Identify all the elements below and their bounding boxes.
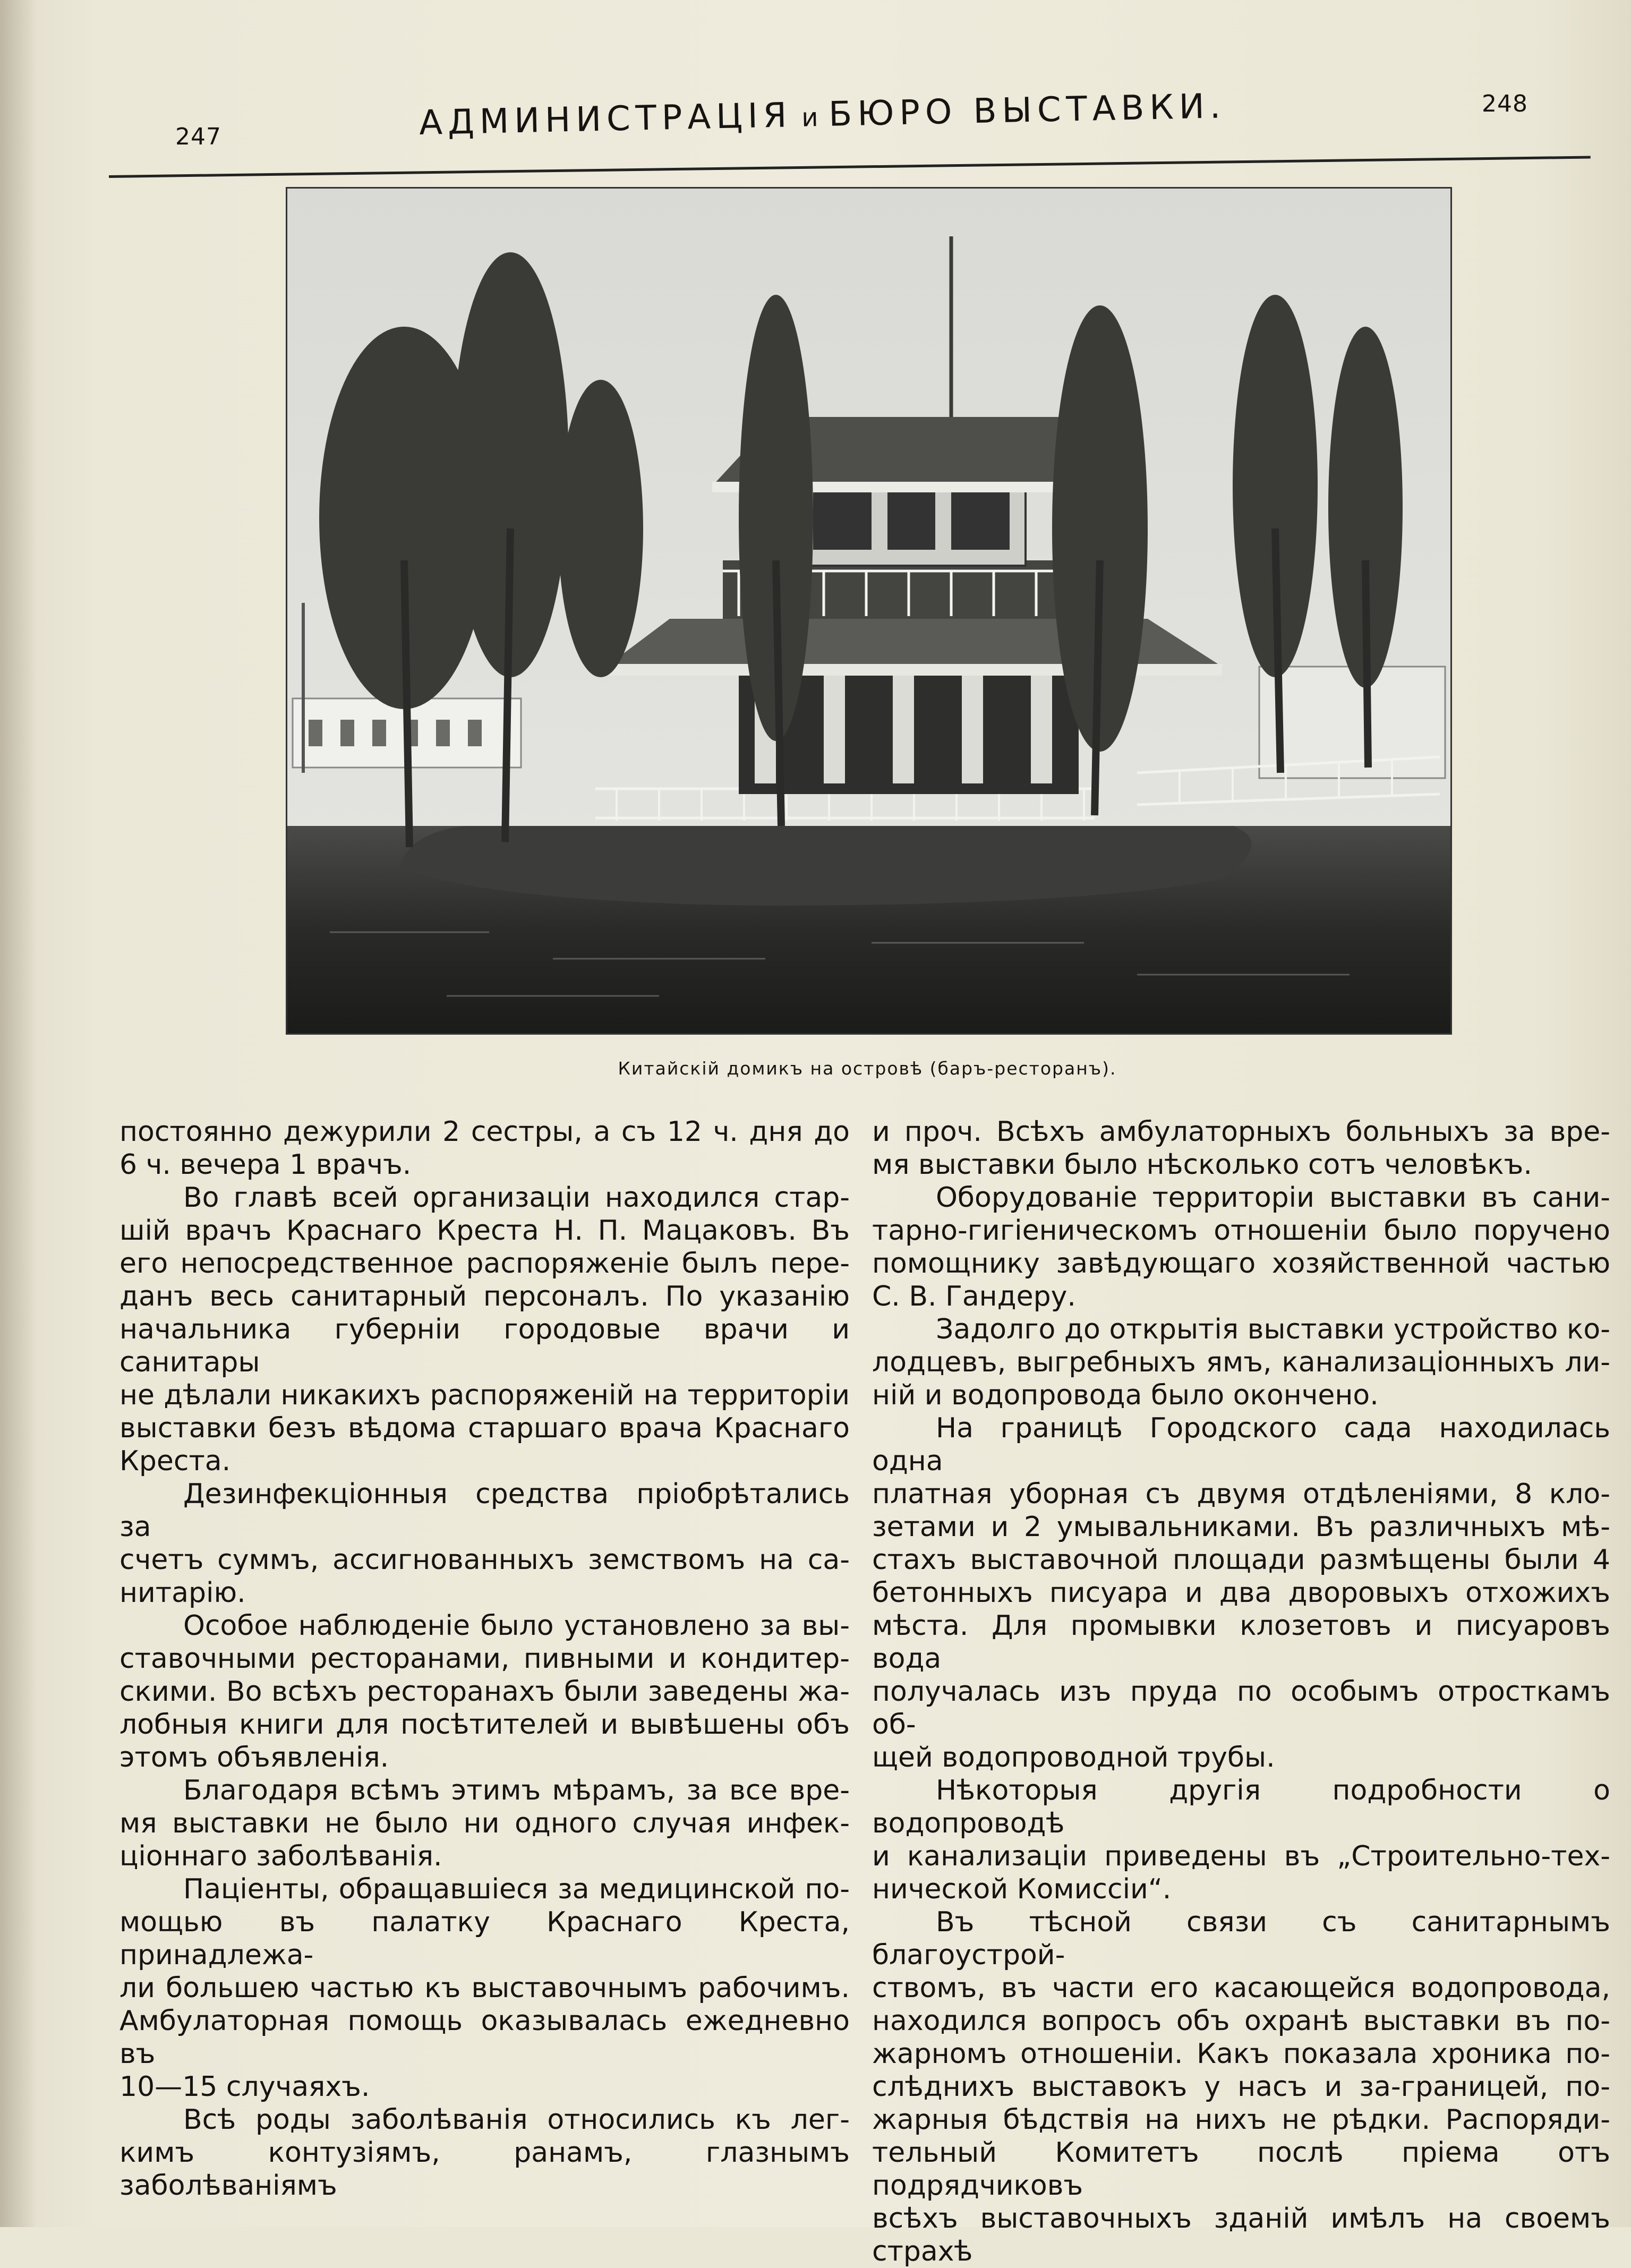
text-line: Амбулаторная помощь оказывалась ежедневно въ — [119, 2005, 850, 2070]
page-number-left: 247 — [175, 123, 221, 150]
text-column-left — [119, 1115, 850, 2202]
text-line: нической Комиссiи“. — [872, 1873, 1172, 1905]
text-line: лодцевъ, выгребныхъ ямъ, канализацiонныхъ ли- — [872, 1346, 1610, 1378]
running-head-part2: БЮРО ВЫСТАВКИ. — [828, 87, 1226, 134]
text-line: начальника губернiи городовые врачи и санитары — [119, 1314, 850, 1378]
text-line: бетонныхъ писуара и два дворовыхъ отхожихъ — [872, 1577, 1610, 1609]
text-line: платная уборная съ двумя отдѣленiями, 8 кло- — [872, 1478, 1610, 1510]
text-line: кимъ контузiямъ, ранамъ, глазнымъ заболѣванiямъ — [119, 2137, 850, 2202]
text-line: ставочными ресторанами, пивными и кондитер- — [119, 1643, 850, 1675]
text-line: выставки безъ вѣдома старшаго врача Краснаго — [119, 1412, 850, 1444]
pavilion-illustration — [287, 189, 1450, 1033]
text-line: нитарiю. — [119, 1577, 246, 1609]
text-line: находился вопросъ объ охранѣ выставки въ по- — [872, 2005, 1610, 2037]
text-line: 10—15 случаяхъ. — [119, 2071, 370, 2103]
text-line: скими. Во всѣхъ ресторанахъ были заведены жа- — [119, 1676, 850, 1708]
text-column-right — [872, 1115, 1610, 2268]
photo-chinese-pavilion — [286, 187, 1452, 1035]
text-line: Дезинфекцiонныя средства прiобрѣтались за — [119, 1478, 850, 1543]
text-line: Креста. — [119, 1445, 231, 1477]
text-line: стахъ выставочной площади размѣщены были 4 — [872, 1544, 1610, 1576]
text-line: Нѣкоторыя другiя подробности о водопроводѣ — [872, 1775, 1610, 1839]
text-line: Особое наблюденiе было установлено за вы- — [183, 1610, 850, 1642]
text-line: мощью въ палатку Краснаго Креста, принадлежа- — [119, 1906, 850, 1971]
text-line: всѣхъ выставочныхъ зданiй имѣлъ на своемъ страхѣ — [872, 2203, 1610, 2267]
text-line: и канализацiи приведены въ „Строительно-тех- — [872, 1840, 1610, 1872]
text-line: зетами и 2 умывальниками. Въ различныхъ мѣ- — [872, 1511, 1610, 1543]
text-line: шiй врачъ Краснаго Креста Н. П. Мацаковъ. Въ — [119, 1215, 850, 1247]
text-line: этомъ объявленiя. — [119, 1742, 389, 1774]
text-line: мя выставки не было ни одного случая инфек- — [119, 1807, 850, 1839]
text-line: лобныя книги для посѣтителей и вывѣшены объ — [119, 1709, 850, 1741]
text-line: тельный Комитетъ послѣ прiема отъ подрядчиковъ — [872, 2137, 1610, 2202]
text-line: его непосредственное распоряженiе былъ пере- — [119, 1248, 850, 1280]
text-line: получалась изъ пруда по особымъ отросткамъ об- — [872, 1676, 1610, 1741]
text-line: постоянно дежурили 2 сестры, а съ 12 ч. дня до — [119, 1116, 850, 1148]
text-line: не дѣлали никакихъ распоряженiй на территорiи — [119, 1379, 850, 1411]
text-line: Въ тѣсной связи съ санитарнымъ благоустрой- — [872, 1906, 1610, 1971]
header-rule — [109, 156, 1591, 178]
text-line: щей водопроводной трубы. — [872, 1742, 1275, 1774]
text-line: слѣднихъ выставокъ у насъ и за-границей, по- — [872, 2071, 1610, 2103]
text-line: жарныя бѣдствiя на нихъ не рѣдки. Распоряди- — [872, 2104, 1610, 2136]
text-line: На границѣ Городского сада находилась одна — [872, 1412, 1610, 1477]
text-line: Пацiенты, обращавшiеся за медицинской по- — [183, 1873, 850, 1905]
gutter-shadow — [0, 0, 37, 2227]
running-head-part1: АДМИНИСТРАЦIЯ — [419, 96, 792, 143]
text-line: 6 ч. вечера 1 врачъ. — [119, 1149, 412, 1181]
running-head-conjunction: и — [801, 103, 820, 133]
text-line: нiй и водопровода было окончено. — [872, 1379, 1379, 1411]
running-head — [419, 85, 1301, 143]
text-line: и проч. Всѣхъ амбулаторныхъ больныхъ за вре- — [872, 1116, 1610, 1148]
text-line: помощнику завѣдующаго хозяйственной частью — [872, 1248, 1610, 1280]
text-line: мѣста. Для промывки клозетовъ и писуаровъ вода — [872, 1610, 1610, 1675]
text-line: тарно-гигiеническомъ отношенiи было поручено — [872, 1215, 1610, 1247]
text-line: Во главѣ всей организацiи находился стар- — [183, 1182, 850, 1214]
text-line: Задолго до открытiя выставки устройство ко- — [936, 1314, 1610, 1345]
figure-caption: Китайскiй домикъ на островѣ (баръ-ресторанъ). — [618, 1058, 1117, 1079]
text-line: С. В. Гандеру. — [872, 1281, 1076, 1312]
page-number-right: 248 — [1482, 90, 1528, 117]
text-line: Благодаря всѣмъ этимъ мѣрамъ, за все вре- — [183, 1775, 850, 1806]
text-line: жарномъ отношенiи. Какъ показала хроника по- — [872, 2038, 1610, 2070]
text-line: Оборудованiе территорiи выставки въ сани- — [936, 1182, 1610, 1214]
text-line: ствомъ, въ части его касающейся водопровода, — [872, 1972, 1610, 2004]
text-line: мя выставки было нѣсколько сотъ человѣкъ. — [872, 1149, 1532, 1181]
text-line: данъ весь санитарный персоналъ. По указанiю — [119, 1281, 850, 1312]
text-line: ли большею частью къ выставочнымъ рабочимъ. — [119, 1972, 850, 2004]
text-line: Всѣ роды заболѣванiя относились къ лег- — [183, 2104, 850, 2136]
text-line: счетъ суммъ, ассигнованныхъ земствомъ на са- — [119, 1544, 850, 1576]
text-line: цiоннаго заболѣванiя. — [119, 1840, 442, 1872]
